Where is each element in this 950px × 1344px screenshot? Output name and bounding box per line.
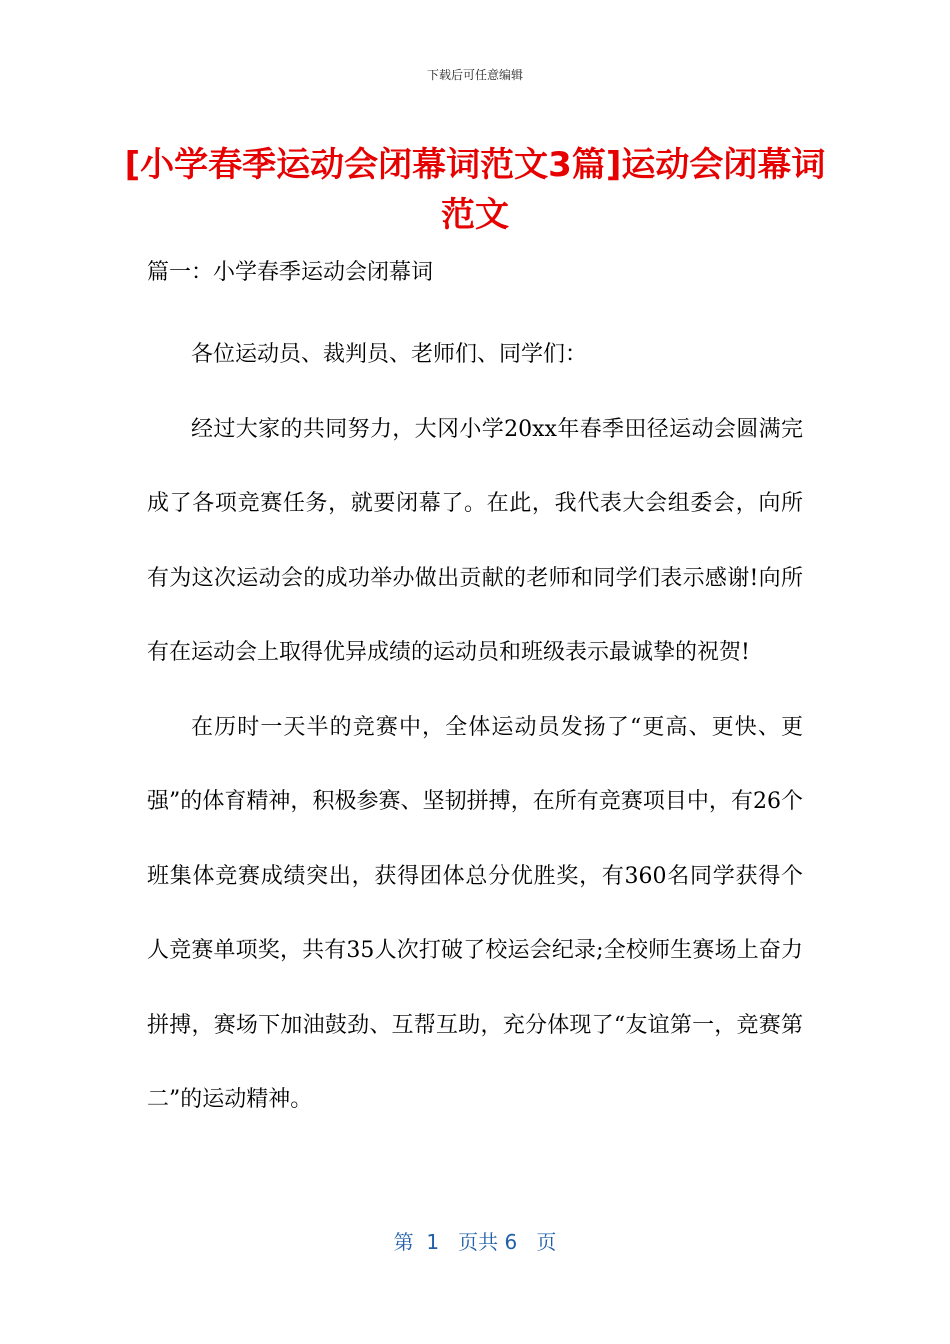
section-heading: 篇一：小学春季运动会闭幕词 [147, 260, 434, 285]
paragraph-1: 经过大家的共同努力，大冈小学20xx年春季田径运动会圆满完成了各项竞赛任务，就要闭幕了。在此，我代表大会组委会，向所有为这次运动会的成功举办做出贡献的老师和同学们表示感谢!向所有在运动会上取得优异成绩的运动员和班级表示最诚挚的祝贺! [147, 416, 803, 665]
paragraph-salutation: 各位运动员、裁判员、老师们、同学们： [191, 342, 588, 367]
page-number-footer: 第 1 页共 6 页 [393, 1230, 557, 1254]
document-title: [小学春季运动会闭幕词范文3篇]运动会闭幕词范文 [124, 145, 826, 235]
body-text [147, 318, 803, 1138]
header-note: 下载后可任意编辑 [426, 68, 523, 82]
paragraph-2: 在历时一天半的竞赛中，全体运动员发扬了“更高、更快、更强”的体育精神，积极参赛、坚韧拼搏，在所有竞赛项目中，有26个班集体竞赛成绩突出，获得团体总分优胜奖，有360名同学获得个人竞赛单项奖，共有35人次打破了校运会纪录;全校师生赛场上奋力拼搏，赛场下加油鼓劲、互帮互助，充分体现了“友谊第一，竞赛第二”的运动精神。 [147, 714, 803, 1112]
